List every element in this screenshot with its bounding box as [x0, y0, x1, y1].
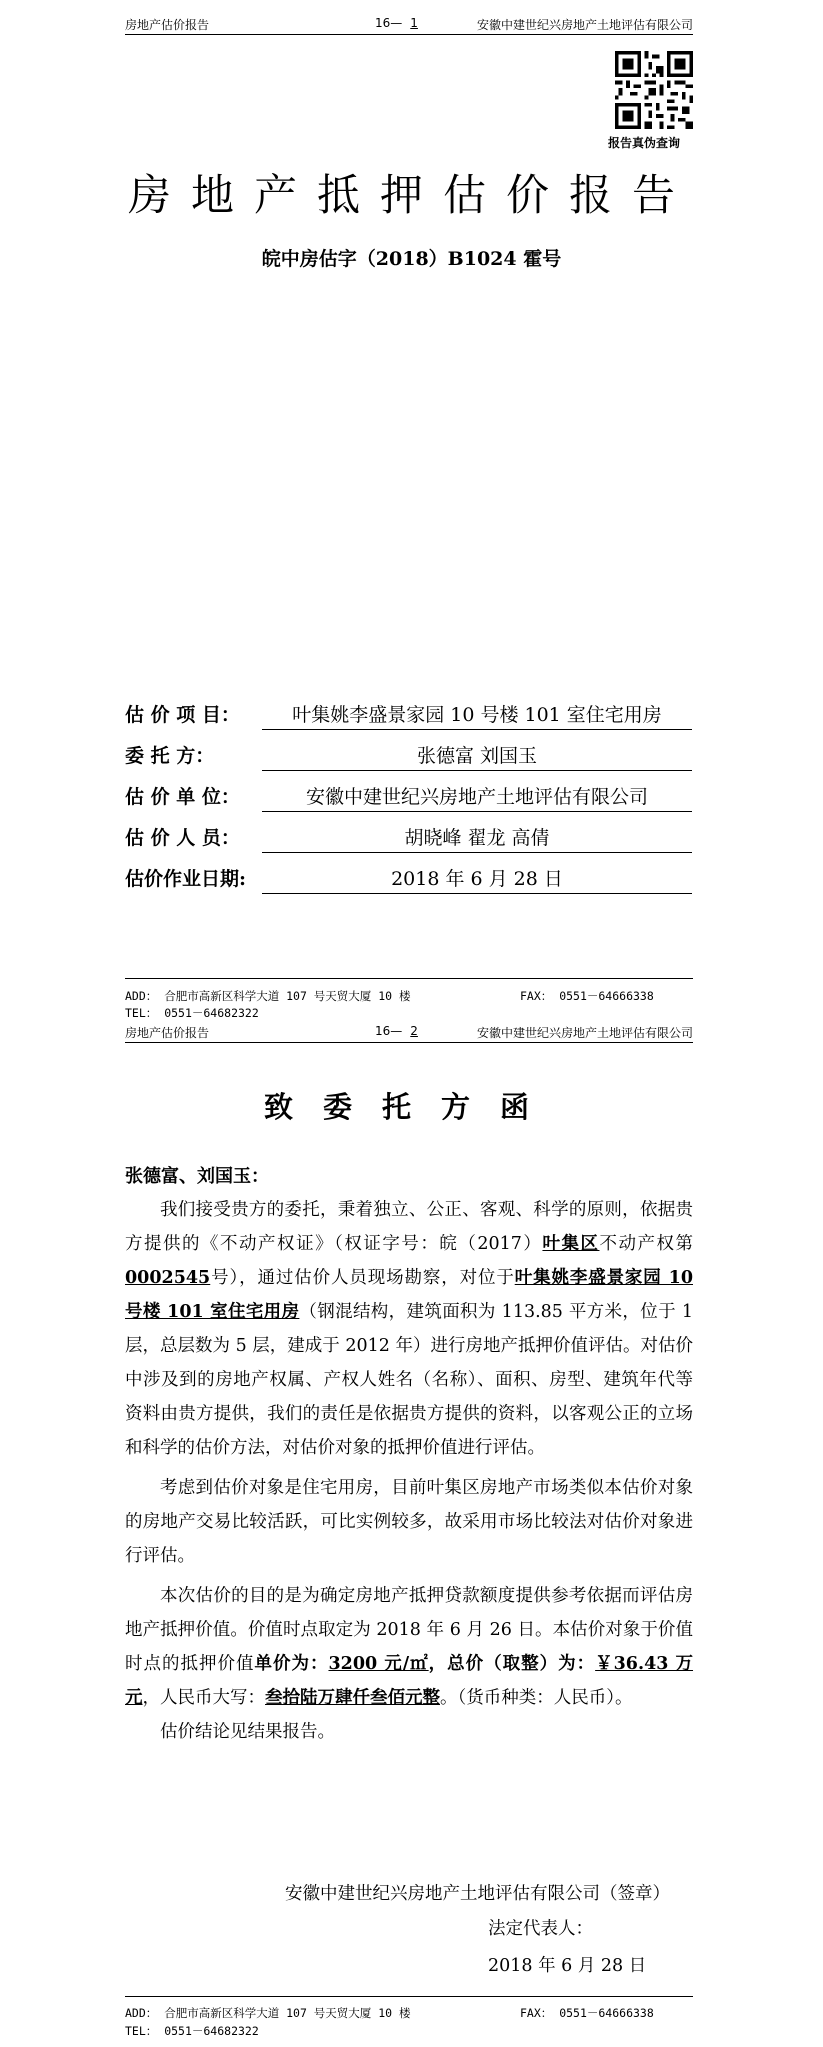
info-value-date: 2018 年 6 月 28 日 — [262, 864, 692, 894]
footer-address: ADD： 合肥市高新区科学大道 107 号天贸大厦 10 楼 — [125, 989, 411, 1003]
page-prefix: 16— — [375, 1024, 403, 1038]
p1-property: 叶集姚李盛景家园 10 号楼 101 室住宅用房 — [125, 1268, 693, 1322]
p3-unit-label: 单价为： — [254, 1654, 329, 1674]
paragraph-3 — [125, 1579, 693, 1715]
header-divider — [125, 1042, 693, 1043]
header-left: 房地产估价报告 — [125, 1026, 210, 1040]
info-value-client: 张德富 刘国玉 — [262, 741, 692, 771]
paragraph-2: 考虑到估价对象是住宅用房，目前叶集区房地产市场类似本估价对象的房地产交易比较活跃，可比实例较多，故采用市场比较法对估价对象进行评估。 — [125, 1478, 693, 1566]
footer-tel: TEL： 0551－64682322 — [125, 1006, 259, 1020]
signature-date: 2018 年 6 月 28 日 — [488, 1956, 647, 1976]
qr-caption: 报告真伪查询 — [608, 136, 681, 150]
info-label-project: 估 价 项 目： — [125, 704, 240, 726]
p1-text-3: 号），通过估价人员现场勘察，对位于 — [210, 1268, 515, 1288]
header-right: 安徽中建世纪兴房地产土地评估有限公司 — [476, 1026, 693, 1040]
p1-cert-number: 0002545 — [125, 1268, 211, 1288]
footer-tel: TEL： 0551－64682322 — [125, 2024, 259, 2038]
footer-fax: FAX： 0551－64666338 — [520, 989, 654, 1003]
p3-text-2: ，人民币大写： — [142, 1688, 265, 1708]
salutation: 张德富、刘国玉： — [125, 1166, 269, 1187]
info-value-appraisers: 胡晓峰 翟龙 高倩 — [262, 823, 692, 853]
signature-representative: 法定代表人： — [488, 1919, 593, 1939]
footer-fax: FAX： 0551－64666338 — [520, 2006, 654, 2020]
p1-text-2: 不动产权第 — [599, 1234, 693, 1254]
info-label-appraisers: 估 价 人 员： — [125, 827, 240, 849]
info-label-date: 估价作业日期: — [125, 868, 247, 890]
footer-address: ADD： 合肥市高新区科学大道 107 号天贸大厦 10 楼 — [125, 2006, 411, 2020]
p3-text-1: 本次估价的目的是为确定房地产抵押贷款额度提供参考依据而评估房地产抵押价值。价值时点取定为 2018 年 6 月 26 日。本估价对象于价值时点的抵押价值 — [125, 1586, 693, 1674]
p3-rmb-upper: 叁拾陆万肆仟叁佰元整 — [265, 1688, 440, 1708]
p3-text-3: 。（货币种类：人民币）。 — [440, 1688, 633, 1708]
info-value-agency: 安徽中建世纪兴房地产土地评估有限公司 — [262, 782, 692, 812]
header-divider — [125, 34, 693, 35]
info-label-agency: 估 价 单 位： — [125, 786, 240, 808]
p1-text-1: 我们接受贵方的委托，秉着独立、公正、客观、科学的原则，依据贵方提供的《不动产权证》（权证字号：皖（2017） — [125, 1200, 693, 1254]
report-title: 房地产抵押估价报告 — [128, 171, 695, 221]
header-left: 房地产估价报告 — [125, 18, 210, 32]
info-value-project: 叶集姚李盛景家园 10 号楼 101 室住宅用房 — [262, 700, 692, 730]
p1-text-4: （钢混结构，建筑面积为 113.85 平方米，位于 1 层，总层数为 5 层，建成于 2012 年）进行房地产抵押价值评估。对估价中涉及到的房地产权属、产权人姓名（名称）、面积、房型、建筑年代等资料由贵方提供，我们的责任是依据贵方提供的资料，以客观公正的立场和科学的估价方法，对估价对象的抵押价值进行评估。 — [125, 1302, 693, 1458]
p3-total-price: ￥36.43 万元 — [125, 1654, 694, 1708]
paragraph-1 — [125, 1193, 693, 1465]
header-page-number — [375, 16, 426, 30]
header-page-number — [375, 1024, 426, 1038]
p1-district: 叶集区 — [542, 1234, 600, 1254]
report-number: 皖中房估字（2018）B1024 霍号 — [261, 248, 562, 270]
letter-title: 致委托方函 — [263, 1090, 559, 1124]
info-label-client: 委 托 方： — [125, 745, 215, 767]
footer-divider — [125, 1996, 693, 1997]
qr-code-icon — [615, 51, 693, 129]
page-no: 2 — [410, 1024, 418, 1038]
footer-divider — [125, 978, 693, 979]
page-no: 1 — [410, 16, 418, 30]
p3-total-label: ，总价（取整）为： — [428, 1654, 596, 1674]
letter-body — [125, 1193, 693, 1749]
paragraph-4: 估价结论见结果报告。 — [160, 1722, 335, 1742]
page-prefix: 16— — [375, 16, 403, 30]
signature-company: 安徽中建世纪兴房地产土地评估有限公司（签章） — [285, 1884, 670, 1904]
header-right: 安徽中建世纪兴房地产土地评估有限公司 — [476, 18, 693, 32]
p3-unit-price: 3200 元/㎡ — [328, 1654, 429, 1674]
